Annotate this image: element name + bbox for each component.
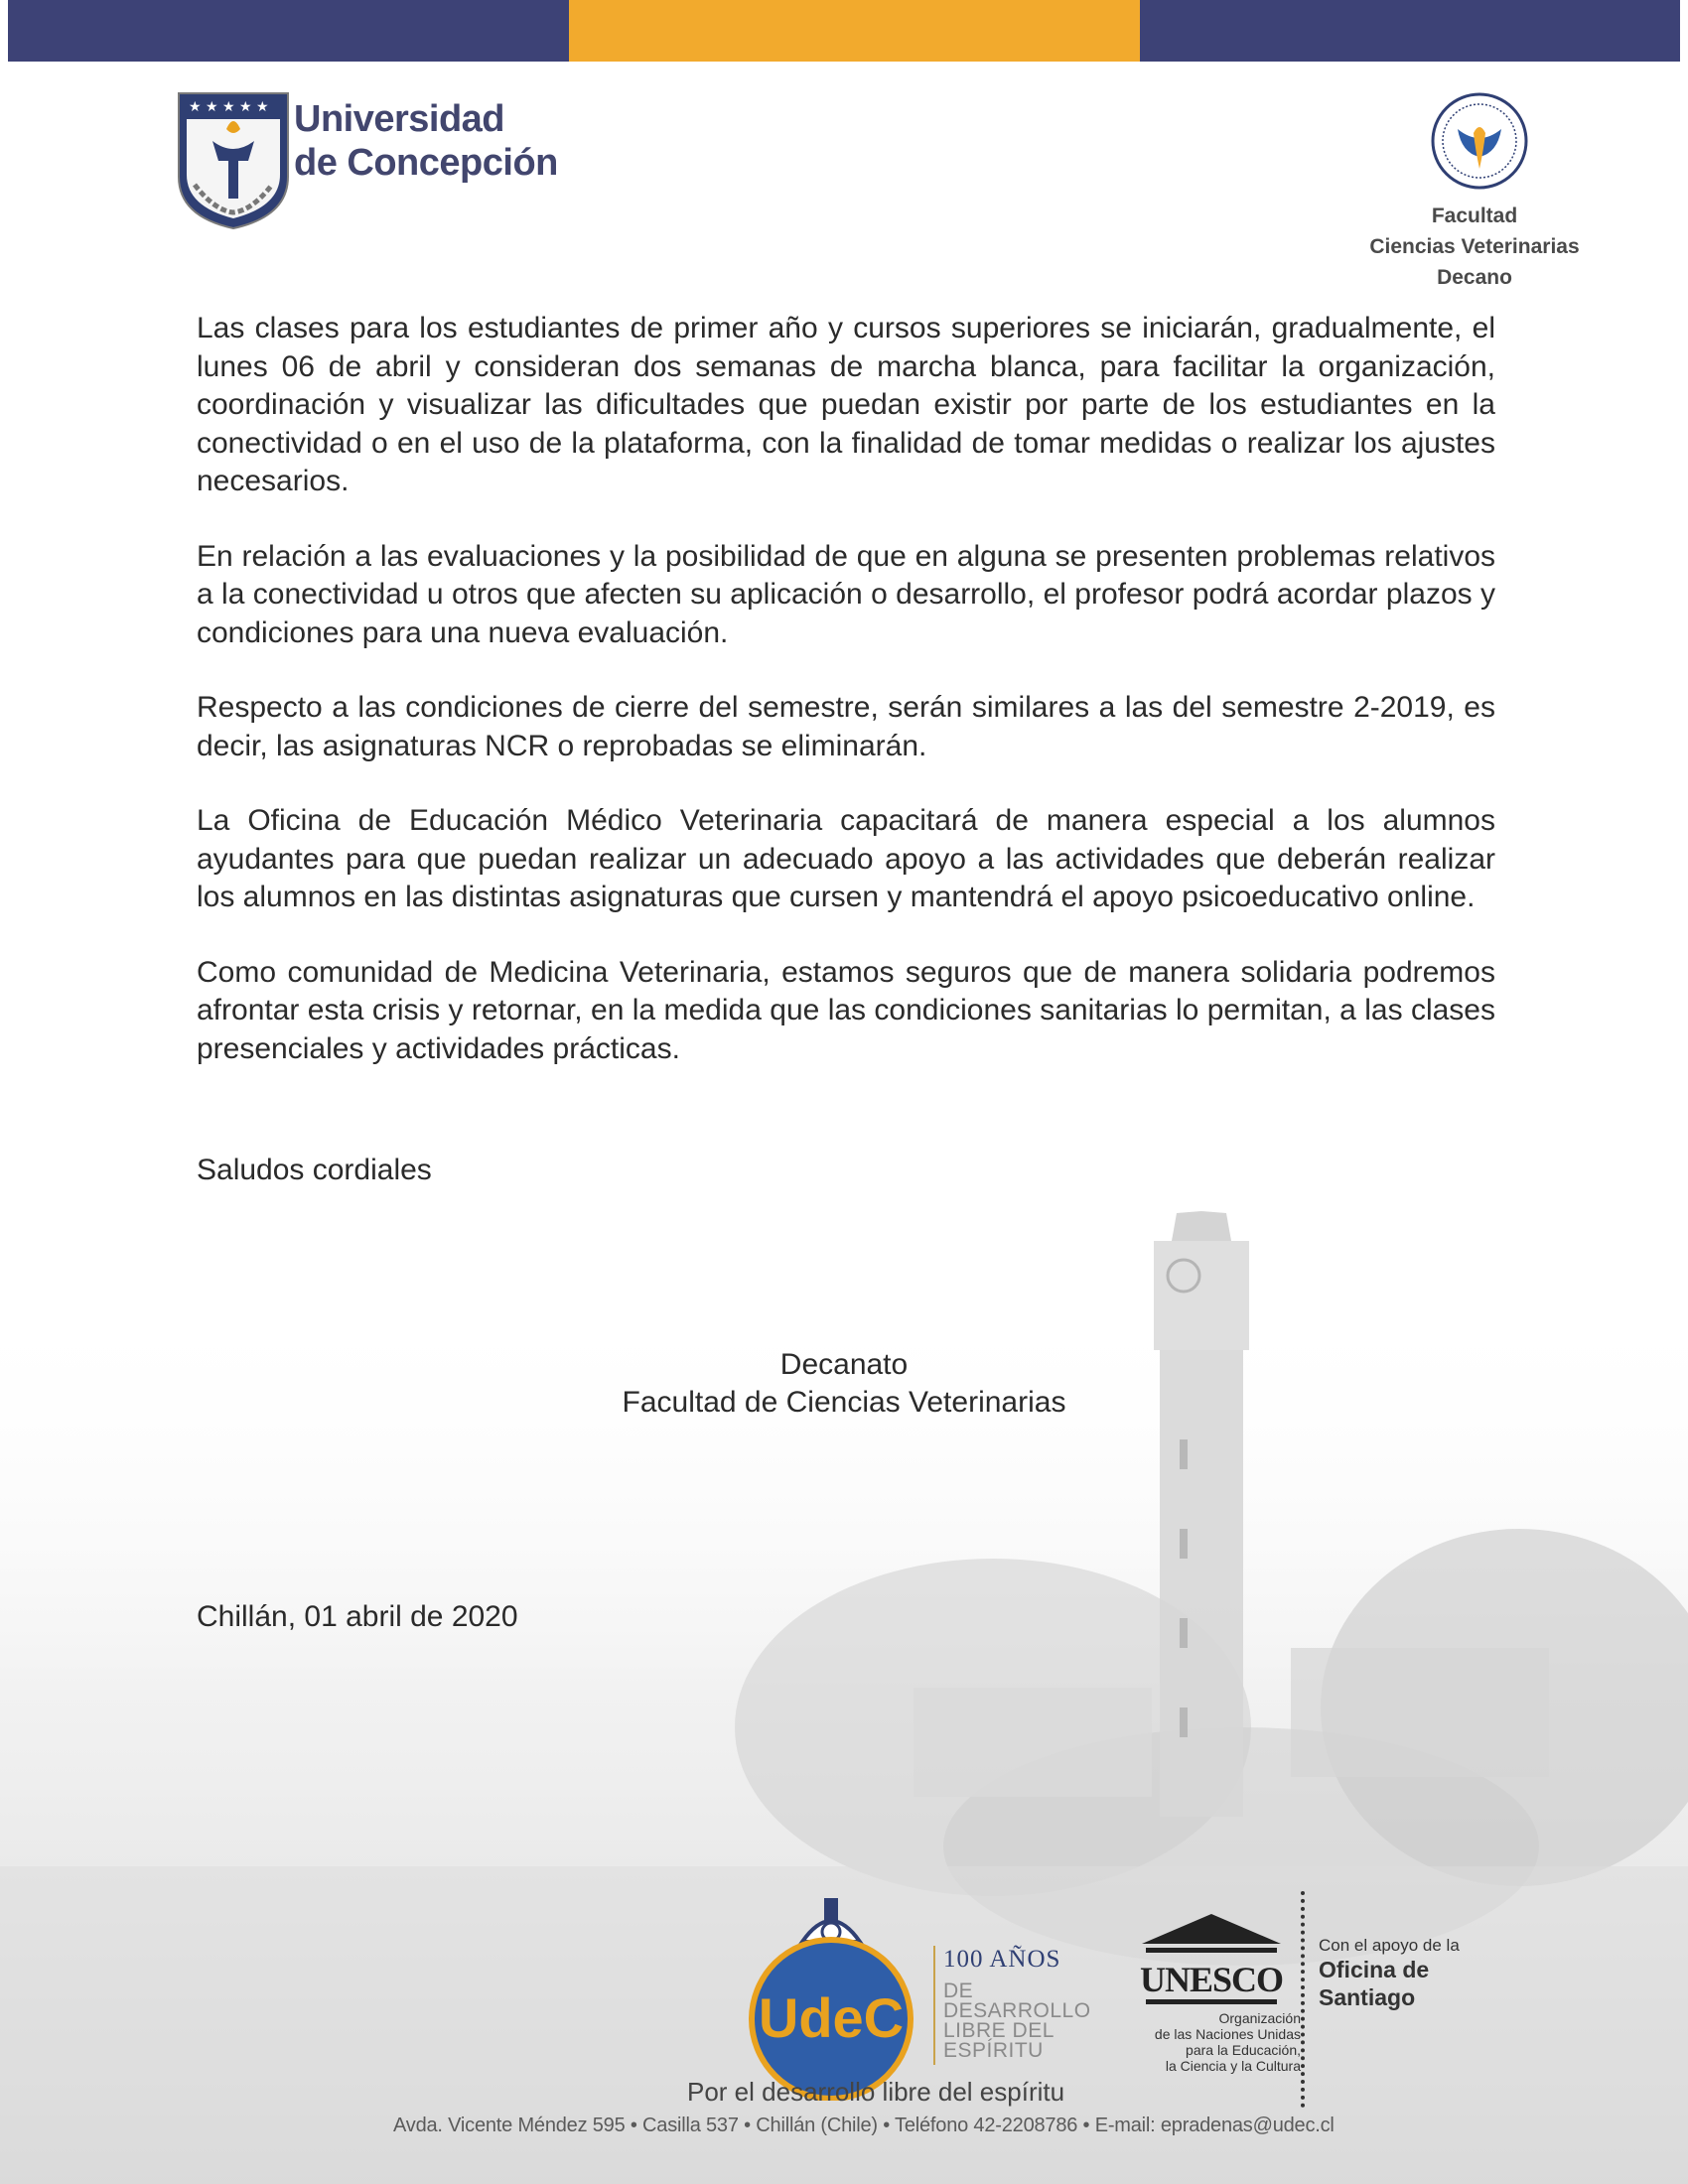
letter-body [197,310,1495,1105]
udec-seal-text: UdeC [758,1986,905,2049]
paragraph-3: Respecto a las condiciones de cierre del semestre, serán similares a las del semestre 2-2019, es decir, las asignaturas NCR o reprobadas se eliminarán. [197,691,1495,762]
faculty-ciencias-veterinarias-logo [1430,91,1529,191]
unesco-org-line-4: la Ciencia y la Cultura [1165,2058,1301,2074]
unesco-organization-text [1092,2010,1301,2074]
paragraph-2: En relación a las evaluaciones y la posibilidad de que en alguna se presenten problemas relativos a la conectividad u otros que afecten su aplicación o desarrollo, el profesor podrá acordar plazos y condiciones para una nueva evaluación. [197,539,1495,649]
university-name-line2: de Concepción [294,142,558,184]
centenary-sub-3: LIBRE DEL [943,2019,1055,2042]
letter-date: Chillán, 01 abril de 2020 [197,1600,518,1633]
paragraph-1: Las clases para los estudiantes de primer año y cursos superiores se iniciarán, gradualmente, el lunes 06 de abril y consideran dos semanas de marcha blanca, para facilitar la organización, coordinación y visualizar las dificultades que puedan existir por parte de los estudiantes en la conectividad o en el uso de la plataforma, con la finalidad de tomar medidas o realizar los ajustes necesarios. [197,312,1495,497]
faculty-header-text [1321,201,1628,293]
svg-text:★ ★ ★ ★ ★: ★ ★ ★ ★ ★ [189,99,269,115]
centenary-sub-4: ESPÍRITU [943,2039,1044,2062]
universidad-concepcion-crest [175,89,292,230]
signature-line-2: Facultad de Ciencias Veterinarias [622,1386,1066,1419]
unesco-org-line-1: Organización [1218,2010,1301,2026]
faculty-line-1: Facultad [1431,205,1518,227]
faculty-line-2: Ciencias Veterinarias [1369,235,1580,258]
support-office [1319,1936,1460,2011]
support-line-1: Con el apoyo de la [1319,1936,1460,1955]
centenary-sub-2: DESARROLLO [943,1999,1091,2022]
centenary-sub-1: DE [943,1979,974,2002]
signature-block [496,1346,1192,1422]
signature-line-1: Decanato [779,1348,909,1381]
unesco-org-line-3: para la Educación, [1186,2042,1301,2058]
paragraph-4: La Oficina de Educación Médico Veterinaria capacitará de manera especial a los alumnos ayudantes para que puedan realizar un adecuado apoyo a las actividades que deberán realizar los alumnos en las distintas asignaturas que cursen y mantendrá el apoyo psicoeducativo online. [197,804,1495,913]
footer-address: Avda. Vicente Méndez 595 • Casilla 537 • Chillán (Chile) • Teléfono 42-2208786 • E-mail: epradenas@udec.cl [393,2115,1335,2136]
unesco-org-line-2: de las Naciones Unidas [1154,2026,1301,2042]
udec-seal-logo [733,1892,929,2101]
centenary-badge [933,1946,1112,2065]
university-name [294,97,558,185]
centenary-title: 100 AÑOS [943,1946,1061,1973]
greeting: Saludos cordiales [197,1154,432,1186]
footer-dotted-divider [1301,1891,1305,2108]
unesco-word: UNESCO [1139,1960,1284,1999]
university-name-line1: Universidad [294,98,505,140]
faculty-line-3: Decano [1437,266,1512,289]
footer-motto: Por el desarrollo libre del espíritu [687,2077,1065,2107]
support-line-3: Santiago [1319,1984,1416,2010]
paragraph-5: Como comunidad de Medicina Veterinaria, estamos seguros que de manera solidaria podremos afrontar esta crisis y retornar, en la medida que las condiciones sanitarias lo permitan, a las clases presenciales y actividades prácticas. [197,955,1495,1065]
support-line-2: Oficina de [1319,1957,1430,1982]
